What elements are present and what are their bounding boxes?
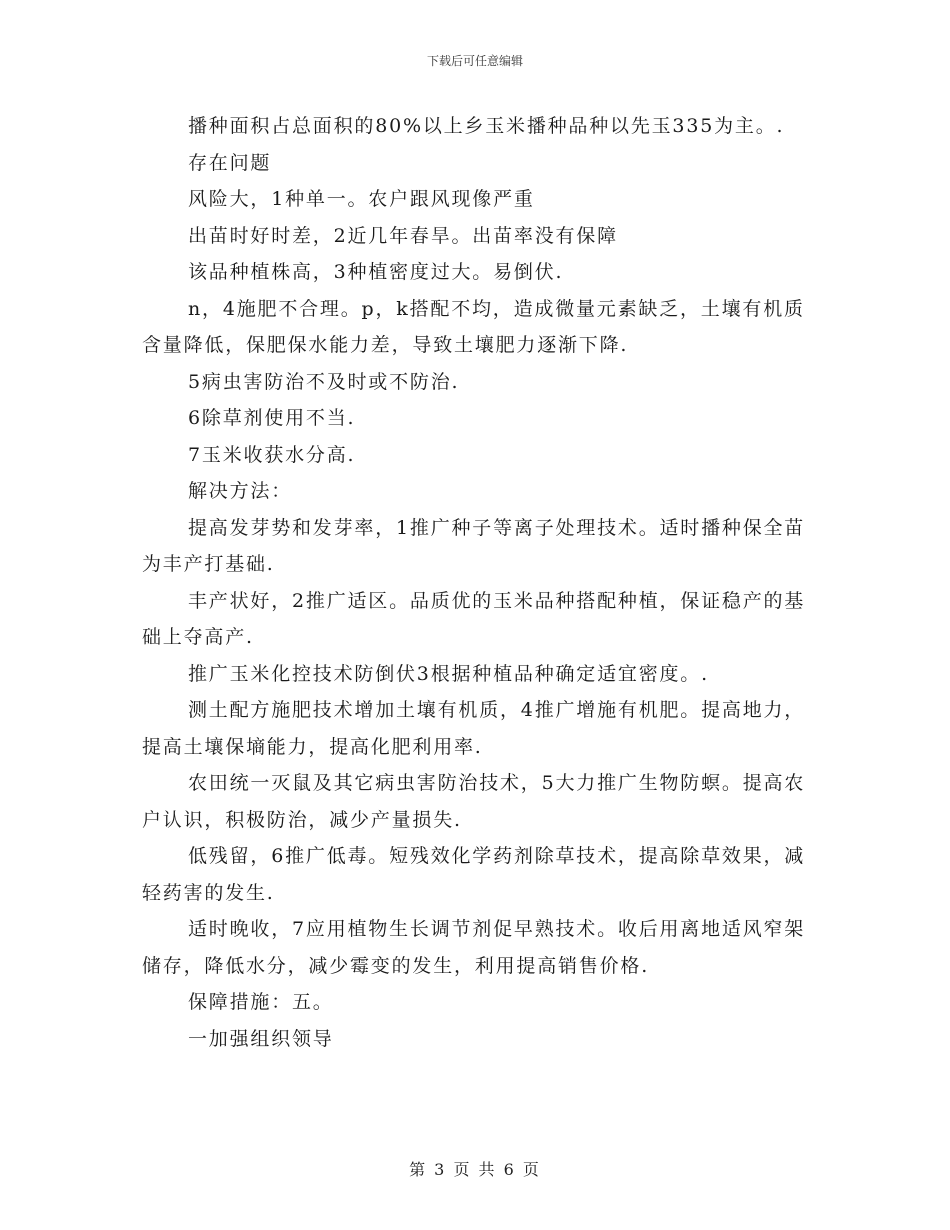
paragraph: 提高发芽势和发芽率，1推广种子等离子处理技术。适时播种保全苗为丰产打基础. <box>142 516 806 575</box>
paragraph: 该品种植株高，3种植密度过大。易倒伏. <box>188 261 564 283</box>
paragraph: 出苗时好时差，2近几年春旱。出苗率没有保障 <box>188 224 618 247</box>
paragraph: 丰产状好，2推广适区。品质优的玉米品种搭配种植，保证稳产的基础上夺高产. <box>142 589 806 648</box>
paragraph: 一加强组织领导 <box>188 1027 334 1050</box>
paragraph: 风险大，1种单一。农户跟风现像严重 <box>188 188 535 210</box>
paragraph: 7玉米收获水分高. <box>188 443 356 466</box>
paragraph: 低残留，6推广低毒。短残效化学药剂除草技术，提高除草效果，减轻药害的发生. <box>142 845 806 904</box>
paragraph: 测土配方施肥技术增加土壤有机质，4推广增施有机肥。提高地力，提高土壤保墒能力，提高化肥利用率. <box>142 699 806 758</box>
page-footer: 第 3 页 共 6 页 <box>409 1160 541 1179</box>
page-header: 下载后可任意编辑 <box>426 54 523 68</box>
paragraph: 农田统一灭鼠及其它病虫害防治技术，5大力推广生物防螟。提高农户认识，积极防治，减少产量损失. <box>142 772 806 831</box>
paragraph: 5病虫害防治不及时或不防治. <box>188 370 460 393</box>
section-heading: 存在问题 <box>188 151 272 174</box>
section-heading: 解决方法： <box>188 480 293 502</box>
section-heading: 保障措施：五。 <box>188 991 334 1013</box>
paragraph: 推广玉米化控技术防倒伏3根据种植品种确定适宜密度。. <box>188 662 709 685</box>
paragraph: 适时晚收，7应用植物生长调节剂促早熟技术。收后用离地适风窄架储存，降低水分，减少霉变的发生，利用提高销售价格. <box>142 918 806 977</box>
paragraph: n，4施肥不合理。p，k搭配不均，造成微量元素缺乏，土壤有机质含量降低，保肥保水能力差，导致土壤肥力逐渐下降. <box>142 297 805 356</box>
document-body <box>142 108 810 1057</box>
paragraph: 6除草剂使用不当. <box>188 407 356 429</box>
paragraph: 播种面积占总面积的80%以上乡玉米播种品种以先玉335为主。. <box>188 115 785 137</box>
